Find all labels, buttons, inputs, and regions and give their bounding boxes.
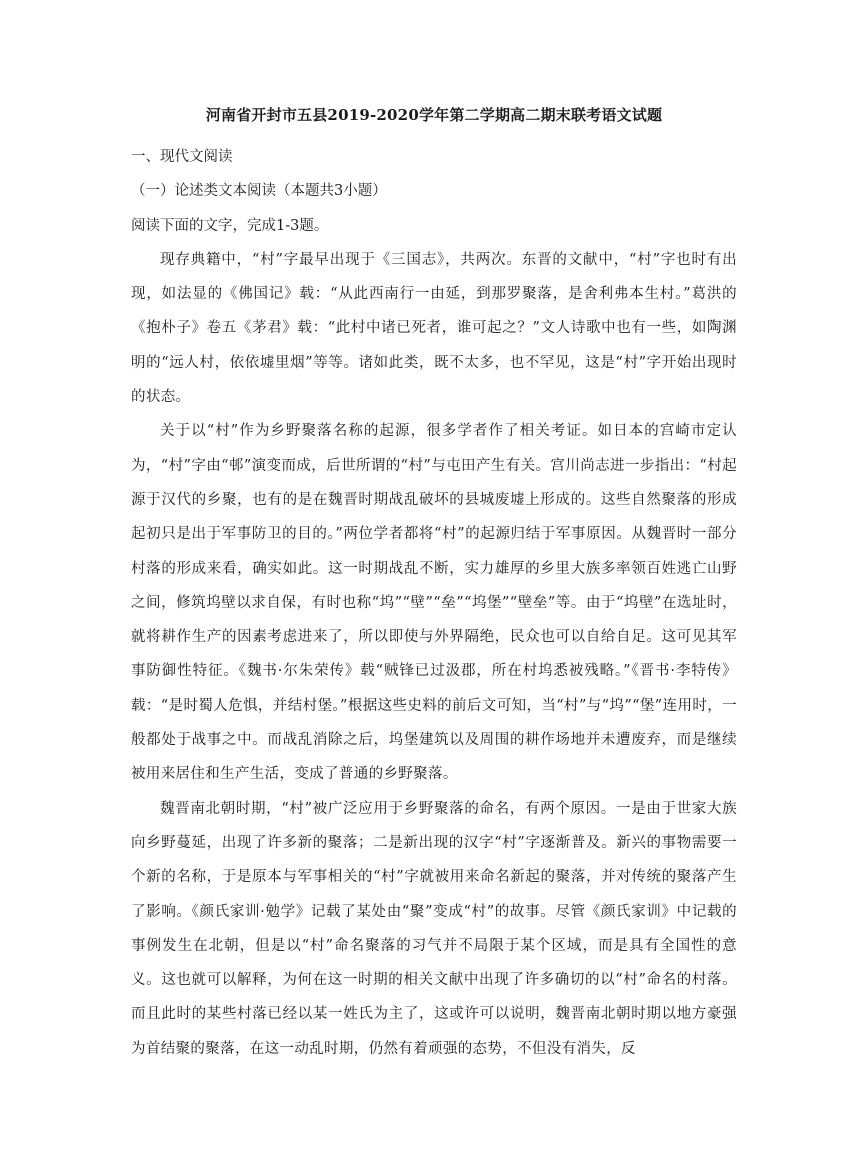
document-title: 河南省开封市五县2019-2020学年第二学期高二期末联考语文试题: [205, 106, 663, 124]
body-paragraph: 魏晋南北朝时期，“村”被广泛应用于乡野聚落的命名，有两个原因。一是由于世家大族向乡野蔓延，出现了许多新的聚落；二是新出现的汉字“村”字逐渐普及。新兴的事物需要一个新的名称，于是原本与军事相关的“村”字就被用来命名新起的聚落，并对传统的聚落产生了影响。《颜氏家训·勉学》记载了某处由“聚”变成“村”的故事。尽管《颜氏家训》中记载的事例发生在北朝，但是以“村”命名聚落的习气并不局限于某个区域，而是具有全国性的意义。这也就可以解释，为何在这一时期的相关文献中出现了许多确切的以“村”命名的村落。而且此时的某些村落已经以某一姓氏为主了，这或许可以说明，魏晋南北朝时期以地方豪强为首结聚的聚落，在这一动乱时期，仍然有着顽强的态势，不但没有消失，反: [131, 800, 737, 1057]
body-paragraph: 现存典籍中，“村”字最早出现于《三国志》，共两次。东晋的文献中，“村”字也时有出现，如法显的《佛国记》载：“从此西南行一由延，到那罗聚落，是舍利弗本生村。”葛洪的《抱朴子》卷五《茅君》载：“此村中诸已死者，谁可起之？”文人诗歌中也有一些，如陶渊明的“远人村，依依墟里烟”等等。诸如此类，既不太多，也不罕见，这是“村”字开始出现时的状态。: [131, 251, 737, 406]
section-heading: 一、现代文阅读: [131, 149, 233, 165]
body-paragraph: 关于以“村”作为乡野聚落名称的起源，很多学者作了相关考证。如日本的宫崎市定认为，“村”字由“邨”演变而成，后世所谓的“村”与屯田产生有关。宫川尚志进一步指出：“村起源于汉代的乡聚，也有的是在魏晋时期战乱破坏的县城废墟上形成的。这些自然聚落的形成起初只是出于军事防卫的目的。”两位学者都将“村”的起源归结于军事原因。从魏晋时一部分村落的形成来看，确实如此。这一时期战乱不断，实力雄厚的乡里大族多率领百姓逃亡山野之间，修筑坞壁以求自保，有时也称“坞”“壁”“垒”“坞堡”“壁垒”等。由于“坞壁”在选址时，就将耕作生产的因素考虑进来了，所以即使与外界隔绝，民众也可以自给自足。这可见其军事防御性特征。《魏书·尔朱荣传》载“贼锋已过汲郡，所在村坞悉被残略。”《晋书·李特传》载：“是时蜀人危惧，并结村堡。”根据这些史料的前后文可知，当“村”与“坞”“堡”连用时，一般都处于战事之中。而战乱消除之后，坞堡建筑以及周围的耕作场地并未遭废弃，而是继续被用来居住和生产生活，变成了普通的乡野聚落。: [131, 423, 737, 783]
subsection-heading: （一）论述类文本阅读（本题共3小题）: [131, 183, 387, 200]
reading-instruction: 阅读下面的文字，完成1-3题。: [131, 217, 329, 234]
document-page: [131, 104, 737, 1066]
